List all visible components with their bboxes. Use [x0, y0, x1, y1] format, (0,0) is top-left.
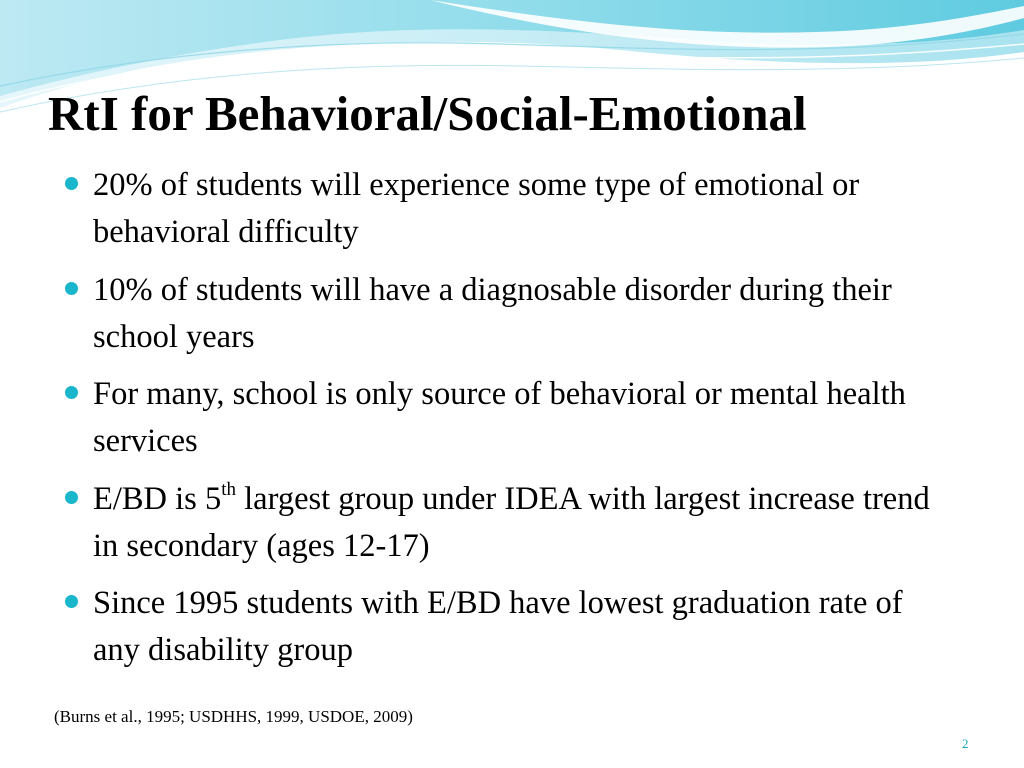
bullet-text: 10% of students will have a diagnosable disorder during their school years: [93, 271, 892, 355]
bullet-text: 20% of students will experience some type of emotional or behavioral difficulty: [93, 167, 860, 250]
bullet-dot-icon: [65, 282, 78, 295]
bullet-text-after: largest group under IDEA with largest increase trend in secondary (ages 12-17): [93, 480, 930, 564]
bullet-item: [62, 580, 942, 674]
bullet-dot-icon: [65, 177, 78, 190]
slide-number: 2: [962, 736, 969, 751]
bullet-list: [62, 162, 942, 685]
citation: (Burns et al., 1995; USDHHS, 1999, USDOE, 2009): [54, 707, 413, 726]
bullet-item: [62, 476, 942, 570]
bullet-item: [62, 371, 942, 465]
ordinal-superscript: th: [221, 478, 236, 500]
bullet-text: For many, school is only source of behavioral or mental health services: [93, 376, 906, 459]
slide-title: RtI for Behavioral/Social-Emotional: [48, 86, 807, 141]
bullet-dot-icon: [65, 491, 78, 504]
bullet-item: [62, 162, 942, 256]
bullet-text-before: E/BD is 5: [93, 480, 222, 517]
bullet-item: [62, 267, 942, 361]
bullet-text: Since 1995 students with E/BD have lowest graduation rate of any disability group: [93, 585, 903, 668]
bullet-dot-icon: [65, 386, 78, 399]
bullet-dot-icon: [65, 595, 78, 608]
